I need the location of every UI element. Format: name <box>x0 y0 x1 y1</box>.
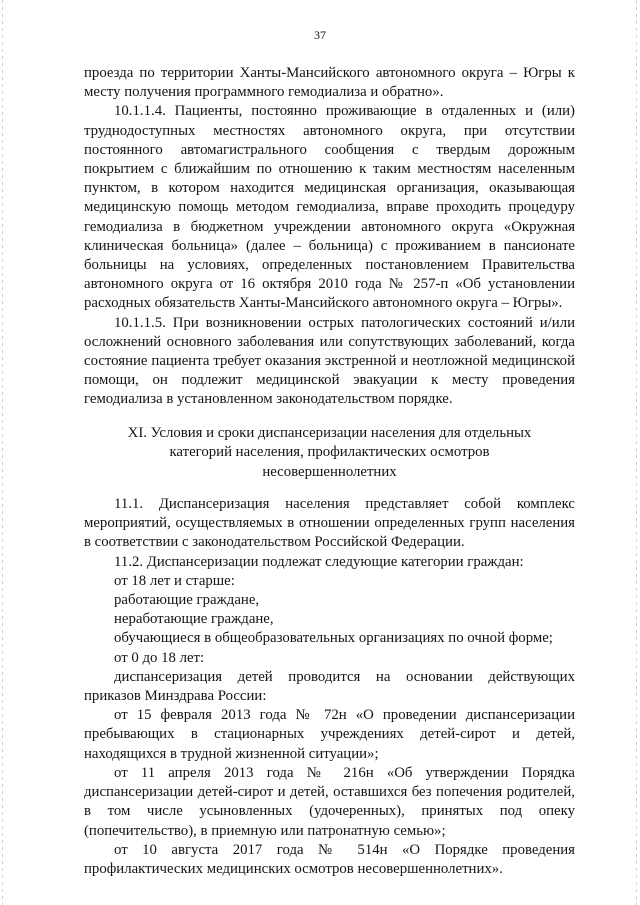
paragraph-10-1-1-4: 10.1.1.4. Пациенты, постоянно проживающие в отдаленных и (или) труднодоступных местностях автономного округа, при отсутствии постоянного автомагистрального сообщения с твердым дорожным покрытием с ближайшим по отношению к таким местностям населенным пунктом, в котором находится медицинская организация, оказывающая медицинскую помощь методом гемодиализа, вправе проходить процедуру гемодиализа в бюджетном учреждении автономного округа «Окружная клиническая больница» (далее – больница) с проживанием в пансионате больницы на условиях, определенных постановлением Правительства автономного округа от 16 октября 2010 года № 257-п «Об установлении расходных обязательств Ханты-Мансийского автономного округа – Югры». <box>84 103 575 312</box>
scan-edge-right <box>636 0 637 905</box>
order-72n: от 15 февраля 2013 года № 72н «О проведении диспансеризации пребывающих в стационарных учреждениях детей-сирот и детей, находящихся в трудной жизненной ситуации»; <box>84 707 575 762</box>
order-216n: от 11 апреля 2013 года № 216н «Об утверждении Порядка диспансеризации детей-сирот и детей, оставшихся без попечения родителей, в том числе усыновленных (удочеренных), принятых под опеку (попечительство), в приемную или патронатную семью»; <box>84 764 575 839</box>
paragraph-11-1: 11.1. Диспансеризация населения представляет собой комплекс мероприятий, осуществляемых в отношении определенных групп населения в соответствии с законодательством Российской Федерации. <box>84 496 575 551</box>
list-item-students: обучающиеся в общеобразовательных организациях по очной форме; <box>114 630 553 647</box>
document-body <box>84 64 575 879</box>
section-heading-xi: XI. Условия и сроки диспансеризации населения для отдельных категорий населения, профилактических осмотров несовершеннолетних <box>127 424 532 481</box>
paragraph-11-2: 11.2. Диспансеризации подлежат следующие категории граждан: <box>114 553 524 570</box>
list-item-age-0-18: от 0 до 18 лет: <box>114 649 205 666</box>
scan-edge-left <box>2 0 3 905</box>
list-item-working: работающие граждане, <box>114 592 260 609</box>
list-item-age-18-plus: от 18 лет и старше: <box>114 572 235 589</box>
paragraph-continuation: проезда по территории Ханты-Мансийского автономного округа – Югры к месту получения программного гемодиализа и обратно». <box>84 65 575 101</box>
paragraph-10-1-1-5: 10.1.1.5. При возникновении острых патологических состояний и/или осложнений основного заболевания или сопутствующих заболеваний, когда состояние пациента требует оказания экстренной и неотложной медицинской помощи, он подлежит медицинской эвакуации к месту проведения гемодиализа в установленном законодательством порядке. <box>84 314 575 408</box>
list-item-non-working: неработающие граждане, <box>114 611 274 628</box>
order-514n: от 10 августа 2017 года № 514н «О Порядке проведения профилактических медицинских осмотров несовершеннолетних». <box>84 841 575 877</box>
paragraph-children-orders: диспансеризация детей проводится на основании действующих приказов Минздрава России: <box>84 668 575 705</box>
page-number: 37 <box>314 28 326 42</box>
